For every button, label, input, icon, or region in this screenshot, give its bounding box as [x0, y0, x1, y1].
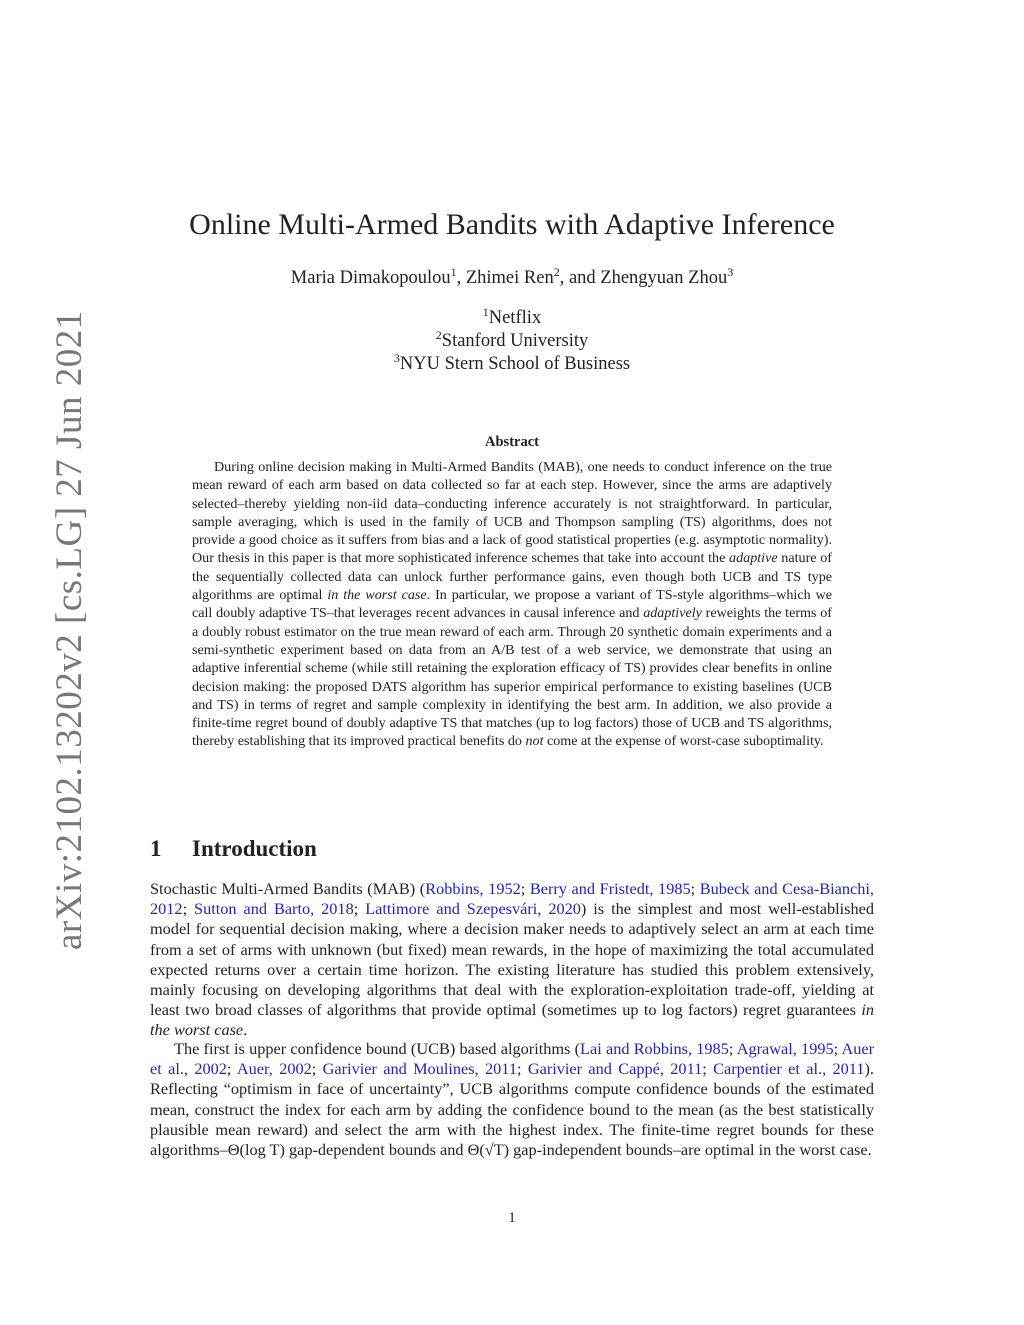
math-expression: Θ(log T): [227, 1140, 285, 1160]
affiliation-name: NYU Stern School of Business: [399, 354, 631, 374]
citation-separator: ;: [520, 879, 530, 898]
author-name: Zhimei Ren: [465, 268, 554, 288]
author-separator: ,: [456, 268, 466, 288]
paragraph-text: Stochastic Multi-Armed Bandits (MAB) (: [150, 879, 426, 898]
affiliation: [0, 328, 1024, 352]
affiliation: [0, 351, 1024, 375]
section-title: Introduction: [192, 836, 317, 861]
citation-link[interactable]: Auer et al., 2002: [150, 1039, 875, 1079]
abstract-text: During online decision making in Multi-Armed Bandits (MAB), one needs to conduct inference on the true mean reward of each arm based on data collected so far at each step. However, since the arms are adaptively selected–thereby yielding non-iid data–conducting inference accurately is not straightforward. In particular, sample averaging, which is used in the family of UCB and Thompson sampling (TS) algorithms, does not provide a good choice as it suffers from bias and a lack of good statistical properties (e.g. asymptotic normality). Our thesis in this paper is that more sophisticated inference schemes that take into account the: [192, 459, 832, 567]
paragraph-text: .: [243, 1020, 248, 1040]
author-superscript: 3: [727, 265, 734, 279]
paragraph-emphasis: in the worst case: [150, 1000, 874, 1040]
abstract-text: . In particular, we propose a variant of TS-style algorithms–which we call doubly adaptive TS–that leverages recent advances in causal inference and: [192, 587, 832, 622]
intro-paragraph-2: [150, 1039, 874, 1160]
abstract-text: nature of the sequentially collected data can unlock further performance gains, even though both UCB and TS type algorithms are optimal: [192, 550, 832, 604]
citation-link[interactable]: Garivier and Moulines, 2011: [322, 1059, 517, 1079]
abstract-emphasis: not: [525, 733, 544, 750]
paper-title: Online Multi-Armed Bandits with Adaptive Inference: [189, 208, 835, 241]
citation-link[interactable]: Lai and Robbins, 1985: [580, 1039, 729, 1058]
author-separator: , and: [559, 268, 601, 288]
affiliation-superscript: 2: [435, 328, 442, 342]
citation-link[interactable]: Robbins, 1952: [425, 879, 521, 898]
intro-paragraph-1: [150, 879, 874, 1041]
citation-separator: ;: [182, 899, 195, 919]
author-list: [0, 265, 1024, 289]
math-expression: Θ(√T): [467, 1140, 510, 1160]
citation-separator: ;: [690, 879, 700, 898]
affiliation-superscript: 1: [482, 305, 489, 319]
paragraph-text: ). Reflecting “optimism in face of uncertainty”, UCB algorithms compute confidence bounds of the estimated mean, construct the index for each arm by adding the confidence bound to the mean (as the best statistically plausible mean reward) and select the arm with the highest index. The finite-time regret bounds for these algorithms–: [150, 1059, 874, 1160]
section-number: 1: [150, 836, 162, 861]
section-heading: [150, 836, 317, 862]
affiliation-name: Netflix: [488, 308, 542, 328]
arxiv-identifier: arXiv:2102.13202v2 [cs.LG] 27 Jun 2021: [49, 310, 90, 950]
citation-link[interactable]: Auer, 2002: [236, 1059, 312, 1079]
citation-separator: ;: [516, 1059, 528, 1079]
citation-link[interactable]: Agrawal, 1995: [736, 1039, 834, 1058]
citation-separator: ;: [311, 1059, 323, 1079]
affiliation-superscript: 3: [393, 351, 400, 365]
citation-link[interactable]: Carpentier et al., 2011: [713, 1059, 865, 1079]
citation-link[interactable]: Lattimore and Szepesvári, 2020: [365, 899, 581, 919]
citation-link[interactable]: Bubeck and Cesa-Bianchi, 2012: [150, 879, 874, 919]
abstract-emphasis: adaptively: [643, 605, 702, 622]
citation-separator: ;: [728, 1039, 737, 1058]
affiliation-name: Stanford University: [441, 331, 589, 351]
author-superscript: 1: [450, 265, 457, 279]
citation-separator: ;: [353, 899, 366, 919]
citation-link[interactable]: Sutton and Barto, 2018: [194, 899, 354, 919]
citation-separator: ;: [226, 1059, 237, 1079]
citation-link[interactable]: Berry and Fristedt, 1985: [529, 879, 691, 898]
affiliation: [0, 305, 1024, 329]
citation-link[interactable]: Garivier and Cappé, 2011: [527, 1059, 703, 1079]
page-number: 1: [508, 1210, 516, 1226]
abstract-heading: Abstract: [485, 434, 539, 450]
abstract-body: [192, 458, 832, 751]
paragraph-text: gap-dependent bounds and: [284, 1140, 468, 1160]
author-superscript: 2: [553, 265, 560, 279]
citation-separator: ;: [833, 1039, 842, 1058]
citation-separator: ;: [702, 1059, 714, 1079]
abstract-text: reweights the terms of a doubly robust estimator on the true mean reward of each arm. Through 20 synthetic domain experiments and a semi-synthetic experiment based on data from an A/B test of a web service, we demonstrate that using an adaptive inferential scheme (while still retaining the exploration efficacy of TS) provides clear benefits in online decision making: the proposed DATS algorithm has superior empirical performance to existing baselines (UCB and TS) in terms of regret and sample complexity in identifying the best arm. In addition, we also provide a finite-time regret bound of doubly adaptive TS that matches (up to log factors) those of UCB and TS algorithms, thereby establishing that its improved practical benefits do: [192, 605, 832, 750]
abstract-emphasis: adaptive: [729, 550, 778, 567]
paragraph-text: ) is the simplest and most well-established model for sequential decision making, where a decision maker needs to adaptively select an arm at each time from a set of arms with unknown (but fixed) mean rewards, in the hope of maximizing the total accumulated expected returns over a certain time horizon. The existing literature has studied this problem extensively, mainly focusing on developing algorithms that deal with the exploration-exploitation trade-off, yielding at least two broad classes of algorithms that provide optimal (sometimes up to log factors) regret guarantees: [150, 899, 874, 1020]
author-name: Maria Dimakopoulou: [290, 268, 451, 288]
abstract-emphasis: in the worst case: [327, 587, 427, 604]
author-name: Zhengyuan Zhou: [600, 268, 728, 288]
paragraph-text: The first is upper confidence bound (UCB) based algorithms (: [174, 1039, 581, 1058]
paragraph-text: gap-independent bounds–are optimal in the worst case.: [509, 1140, 872, 1160]
abstract-text: come at the expense of worst-case suboptimality.: [543, 733, 824, 750]
